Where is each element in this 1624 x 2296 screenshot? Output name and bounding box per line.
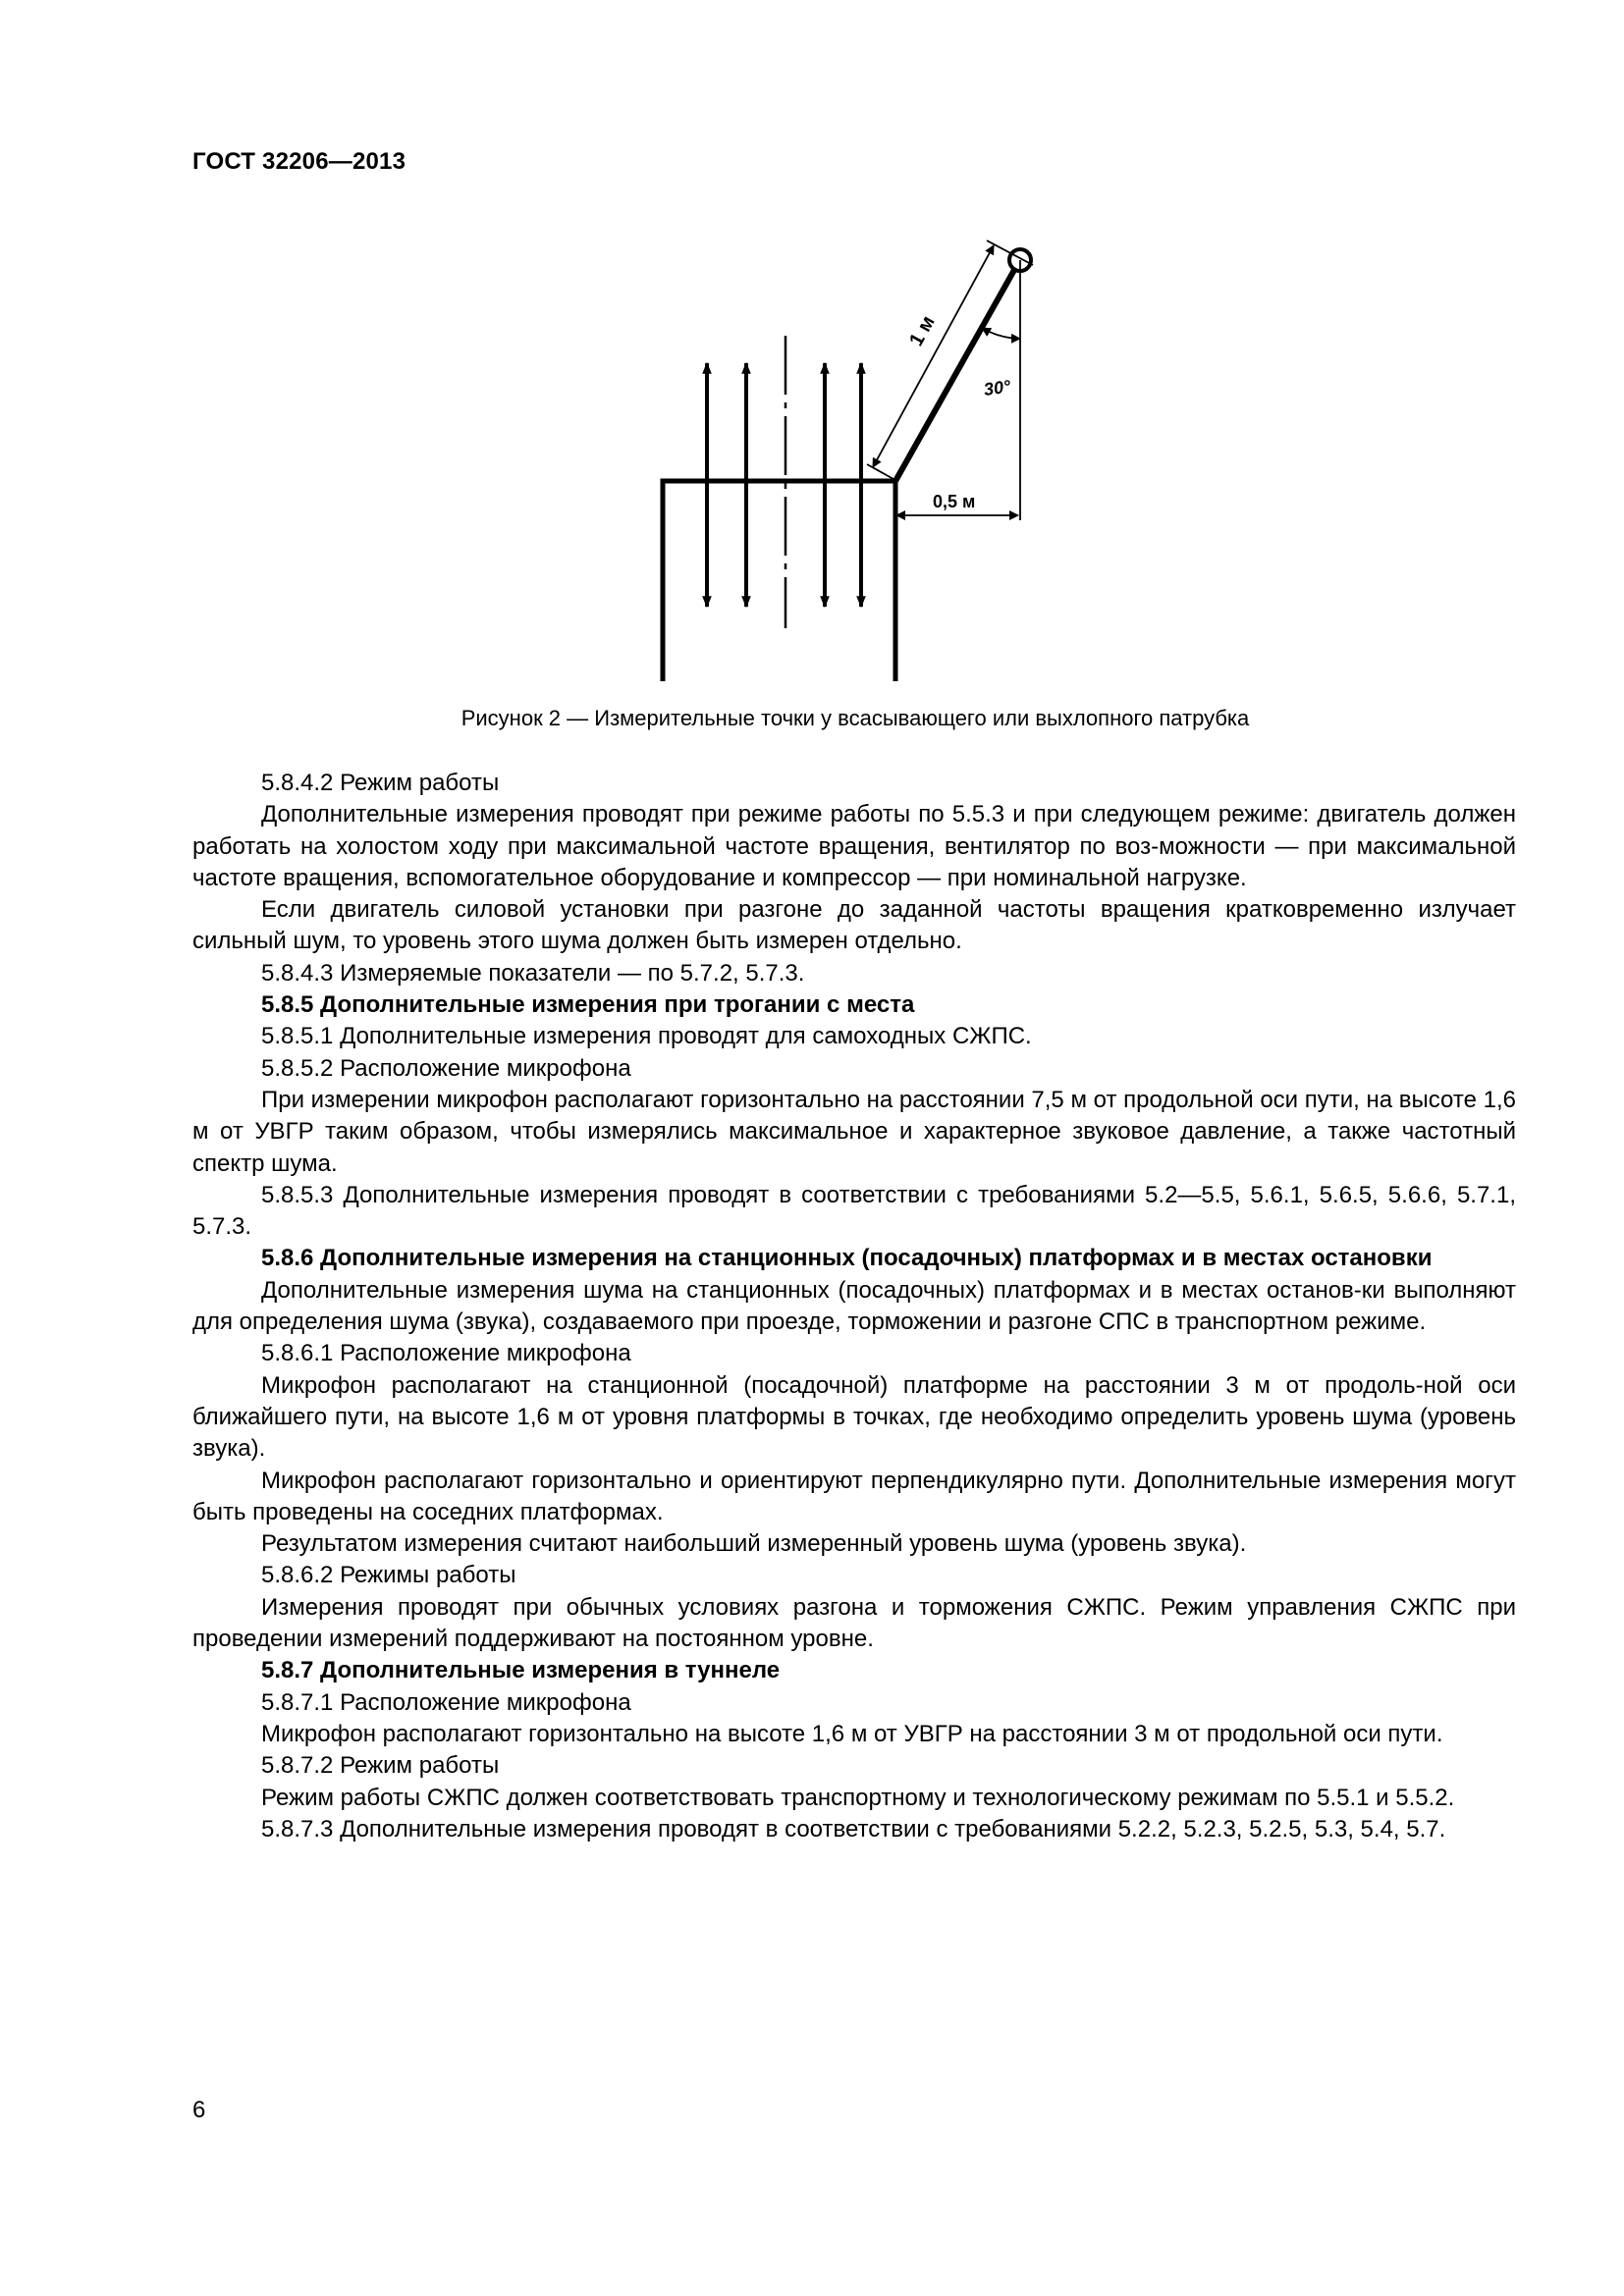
paragraph: Если двигатель силовой установки при разгоне до заданной частоты вращения кратковременно излучает сильный шум, то уровень этого шума должен быть измерен отдельно. (192, 896, 1516, 955)
section-heading-5-8-7: 5.8.7 Дополнительные измерения в туннеле (261, 1657, 781, 1684)
angle-arc (982, 328, 1020, 339)
measurement-diagram (589, 216, 1080, 687)
paragraph: 5.8.6.1 Расположение микрофона (261, 1340, 631, 1367)
paragraph: Результатом измерения считают наибольший измеренный уровень шума (уровень звука). (261, 1530, 1247, 1558)
label-05m: 0,5 м (933, 492, 976, 511)
paragraph: Микрофон располагают горизонтально на высоте 1,6 м от УВГР на расстоянии 3 м от продольной оси пути. (261, 1720, 1443, 1747)
label-angle-30: 30° (982, 376, 1012, 400)
dimension-tick-lower (867, 464, 893, 479)
paragraph: Измерения проводят при обычных условиях разгона и торможения СЖПС. Режим управления СЖПС при проведении измерений поддерживают на постоянном уровне. (192, 1593, 1516, 1653)
figure-caption: Рисунок 2 — Измерительные точки у всасывающего или выхлопного патрубка (460, 706, 1250, 730)
paragraph: 5.8.5.1 Дополнительные измерения проводят для самоходных СЖПС. (261, 1023, 1032, 1050)
page-number: 6 (192, 2097, 206, 2123)
paragraph: Микрофон располагают горизонтально и ориентируют перпендикулярно пути. Дополнительные измерения могут быть проведены на соседних платформах. (192, 1467, 1516, 1525)
paragraph: 5.8.4.3 Измеряемые показатели — по 5.7.2, 5.7.3. (261, 959, 805, 987)
paragraph: 5.8.7.2 Режим работы (261, 1752, 500, 1780)
paragraph: Микрофон располагают на станционной (посадочной) платформе на расстоянии 3 м от продоль-ной оси ближайшего пути, на высоте 1,6 м от уровня платформы в точках, где необходимо определить уровень шума (уровень звука). (192, 1371, 1516, 1463)
paragraph: Дополнительные измерения проводят при режиме работы по 5.5.3 и при следующем режиме: двигатель должен работать на холостом ходу при максимальной частоте вращения, вентилятор по воз-можности — при максимальной частоте вращения, вспомогательное оборудование и компрессор — при номинальной нагрузке. (192, 801, 1516, 891)
paragraph: 5.8.5.2 Расположение микрофона (261, 1054, 631, 1082)
figure-measurement-points (589, 216, 1080, 687)
document-header: ГОСТ 32206—2013 (192, 148, 406, 175)
paragraph: Режим работы СЖПС должен соответствовать транспортному и технологическому режимам по 5.5.1 и 5.5.2. (261, 1784, 1455, 1811)
paragraph: 5.8.6.2 Режимы работы (261, 1562, 516, 1589)
paragraph: При измерении микрофон располагают горизонтально на расстоянии 7,5 м от продольной оси пути, на высоте 1,6 м от УВГР таким образом, чтобы измерялись максимальное и характерное звуковое давление, а также частотный спектр шума. (192, 1086, 1516, 1177)
paragraph: 5.8.7.1 Расположение микрофона (261, 1688, 631, 1716)
paragraph: 5.8.5.3 Дополнительные измерения проводят в соответствии с требованиями 5.2—5.5, 5.6.1, 5.6.5, 5.6.6, 5.7.1, 5.7.3. (192, 1181, 1516, 1241)
paragraph-5-8-4-2-title: 5.8.4.2 Режим работы (261, 770, 500, 796)
dimension-1m (873, 245, 994, 467)
label-1m: 1 м (905, 312, 940, 350)
exhaust-pipe (895, 270, 1014, 481)
paragraph: 5.8.7.3 Дополнительные измерения проводят в соответствии с требованиями 5.2.2, 5.2.3, 5.2.5, 5.3, 5.4, 5.7. (261, 1815, 1446, 1842)
section-heading-5-8-6: 5.8.6 Дополнительные измерения на станционных (посадочных) платформах и в местах остановки (261, 1245, 1433, 1272)
paragraph: Дополнительные измерения шума на станционных (посадочных) платформах и в местах останов-ки выполняют для определения шума (звука), создаваемого при проезде, торможении и разгоне СПС в транспортном режиме. (192, 1276, 1516, 1336)
document-body (192, 768, 1516, 1845)
section-heading-5-8-5: 5.8.5 Дополнительные измерения при трогании с места (261, 991, 915, 1019)
